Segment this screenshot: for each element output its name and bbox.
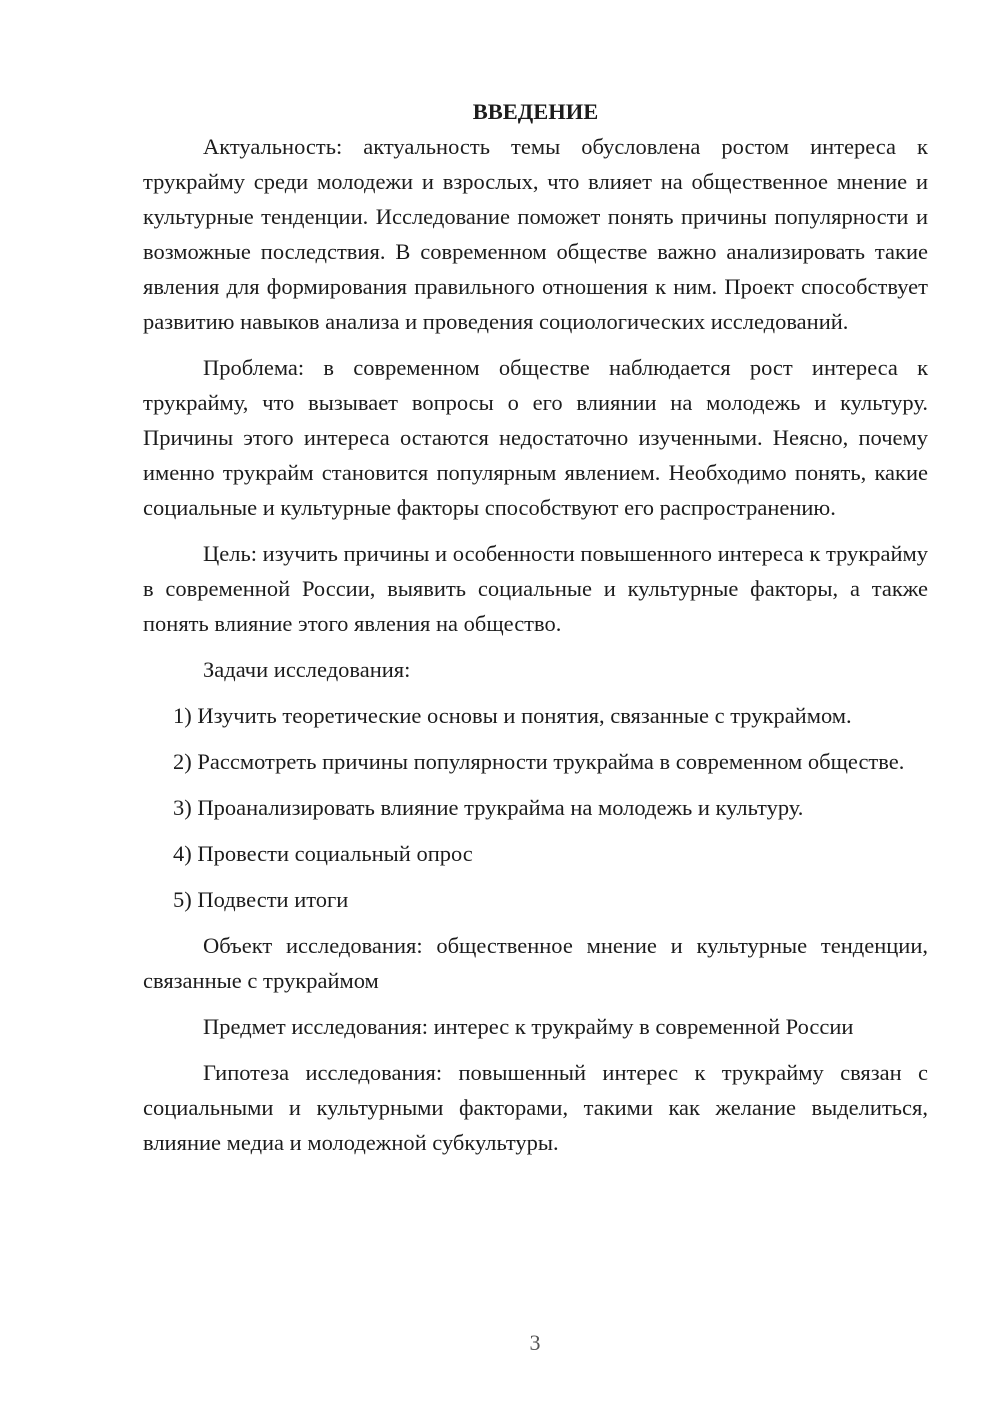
goal-paragraph: Цель: изучить причины и особенности повышенного интереса к трукрайму в современной России, выявить социальные и культурные факторы, а также понять влияние этого явления на общество. bbox=[143, 541, 928, 636]
task-item-3: 3) Проанализировать влияние трукрайма на молодежь и культуру. bbox=[173, 795, 804, 820]
task-item-2: 2) Рассмотреть причины популярности трукрайма в современном обществе. bbox=[173, 749, 905, 774]
task-item-4: 4) Провести социальный опрос bbox=[173, 841, 473, 866]
object-paragraph: Объект исследования: общественное мнение и культурные тенденции, связанные с трукраймом bbox=[143, 933, 928, 993]
page-content bbox=[143, 94, 928, 1171]
problem-paragraph: Проблема: в современном обществе наблюдается рост интереса к трукрайму, что вызывает вопросы о его влиянии на молодежь и культуру. Причины этого интереса остаются недостаточно изученными. Неясно, почему именно трукрайм становится популярным явлением. Необходимо понять, какие социальные и культурные факторы способствуют его распространению. bbox=[143, 355, 928, 520]
task-item-1: 1) Изучить теоретические основы и понятия, связанные с трукраймом. bbox=[173, 703, 852, 728]
relevance-paragraph: Актуальность: актуальность темы обусловлена ростом интереса к трукрайму среди молодежи и взрослых, что влияет на общественное мнение и культурные тенденции. Исследование поможет понять причины популярности и возможные последствия. В современном обществе важно анализировать такие явления для формирования правильного отношения к ним. Проект способствует развитию навыков анализа и проведения социологических исследований. bbox=[143, 134, 928, 334]
subject-paragraph: Предмет исследования: интерес к трукрайму в современной России bbox=[203, 1014, 854, 1039]
hypothesis-paragraph: Гипотеза исследования: повышенный интерес к трукрайму связан с социальными и культурными факторами, такими как желание выделиться, влияние медиа и молодежной субкультуры. bbox=[143, 1060, 928, 1155]
task-item-5: 5) Подвести итоги bbox=[173, 887, 349, 912]
page-title: ВВЕДЕНИЕ bbox=[472, 99, 599, 124]
page-number: 3 bbox=[529, 1330, 541, 1355]
tasks-heading: Задачи исследования: bbox=[203, 657, 411, 682]
